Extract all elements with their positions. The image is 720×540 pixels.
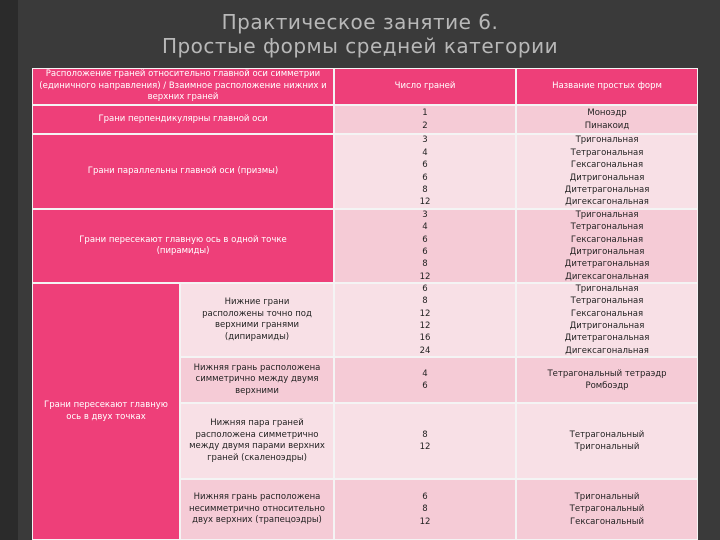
names-parallel <box>516 134 698 209</box>
count-value: 12 <box>419 197 431 208</box>
count-value: 12 <box>419 321 431 331</box>
count-value: 6 <box>422 381 428 391</box>
count-perpendicular <box>334 105 516 134</box>
count-value: 4 <box>422 222 428 233</box>
form-name: Дитригональная <box>569 321 645 331</box>
count-value: 8 <box>422 429 428 440</box>
count-value: 4 <box>422 368 428 379</box>
group-two-points: Грани пересекают главную ось в двух точках <box>32 283 180 540</box>
count-trapezohedra <box>334 479 516 540</box>
count-value: 8 <box>422 504 428 515</box>
count-value: 16 <box>419 333 431 344</box>
title-line-1: Практическое занятие 6. <box>221 10 499 34</box>
form-name: Гексагональная <box>570 234 644 245</box>
count-dipyramids <box>334 283 516 357</box>
form-name: Тригональный <box>574 442 640 452</box>
form-name: Тригональная <box>575 283 639 294</box>
title-line-2: Простые формы средней категории <box>161 34 559 58</box>
count-value: 8 <box>422 184 428 195</box>
count-scalenohedra <box>334 403 516 479</box>
names-perpendicular <box>516 105 698 134</box>
names-symmetric-between <box>516 357 698 403</box>
count-value: 12 <box>419 308 431 319</box>
count-value: 6 <box>422 491 428 502</box>
count-parallel <box>334 134 516 209</box>
slide-title <box>0 10 720 58</box>
form-name: Дигексагональная <box>565 197 649 208</box>
form-name: Дитетрагональная <box>564 184 650 195</box>
count-symmetric-between <box>334 357 516 403</box>
form-name: Моноэдр <box>587 108 627 119</box>
sub-dipyramids: Нижние грани расположены точно под верхними гранями (дипирамиды) <box>180 283 334 357</box>
form-name: Тетрагональный тетраэдр <box>547 368 667 379</box>
form-name: Дитетрагональная <box>564 259 650 270</box>
count-value: 8 <box>422 296 428 307</box>
slide-left-strip <box>0 0 18 540</box>
form-name: Гексагональная <box>570 308 644 319</box>
form-name: Тригональная <box>575 135 639 146</box>
form-name: Тетрагональная <box>570 147 644 158</box>
form-name: Ромбоэдр <box>585 381 629 391</box>
names-scalenohedra <box>516 403 698 479</box>
count-value: 8 <box>422 259 428 270</box>
form-name: Дигексагональная <box>565 345 649 356</box>
count-value: 6 <box>422 247 428 257</box>
header-form-names: Название простых форм <box>516 68 698 105</box>
names-pyramids <box>516 209 698 283</box>
form-name: Пинакоид <box>584 120 630 131</box>
form-name: Гексагональный <box>569 516 645 527</box>
count-value: 6 <box>422 172 428 183</box>
count-pyramids <box>334 209 516 283</box>
count-value: 12 <box>419 516 431 527</box>
group-parallel: Грани параллельны главной оси (призмы) <box>32 134 334 209</box>
count-value: 6 <box>422 160 428 171</box>
form-name: Дигексагональная <box>565 271 649 282</box>
form-name: Тетрагональная <box>570 222 644 233</box>
form-name: Тетрагональный <box>569 429 645 440</box>
form-name: Дитетрагональная <box>564 333 650 344</box>
names-trapezohedra <box>516 479 698 540</box>
count-value: 3 <box>422 209 428 220</box>
header-face-count: Число граней <box>334 68 516 105</box>
sub-trapezohedra: Нижняя грань расположена несимметрично относительно двух верхних (трапецоэдры) <box>180 479 334 540</box>
count-value: 24 <box>419 345 431 356</box>
form-name: Дитригональная <box>569 172 645 183</box>
form-name: Тетрагональная <box>570 296 644 307</box>
header-position: Расположение граней относительно главной оси симметрии (единичного направления) / Взаимное расположение нижних и верхних граней <box>32 68 334 105</box>
form-name: Тригональная <box>575 209 639 220</box>
count-value: 3 <box>422 135 428 146</box>
group-pyramids: Грани пересекают главную ось в одной точке (пирамиды) <box>32 209 334 283</box>
group-perpendicular: Грани перпендикулярны главной оси <box>32 105 334 134</box>
count-value: 12 <box>419 271 431 282</box>
count-value: 1 <box>422 108 428 119</box>
names-dipyramids <box>516 283 698 357</box>
count-value: 12 <box>419 442 431 452</box>
form-name: Гексагональная <box>570 160 644 171</box>
count-value: 4 <box>422 147 428 158</box>
form-name: Тетрагональный <box>569 504 645 515</box>
form-name: Дитригональная <box>569 247 645 257</box>
form-name: Тригональный <box>574 491 640 502</box>
count-value: 2 <box>422 120 428 131</box>
sub-scalenohedra: Нижняя пара граней расположена симметрично между двумя парами верхних граней (скаленоэдры) <box>180 403 334 479</box>
count-value: 6 <box>422 234 428 245</box>
count-value: 6 <box>422 283 428 294</box>
sub-symmetric-between: Нижняя грань расположена симметрично между двумя верхними <box>180 357 334 403</box>
